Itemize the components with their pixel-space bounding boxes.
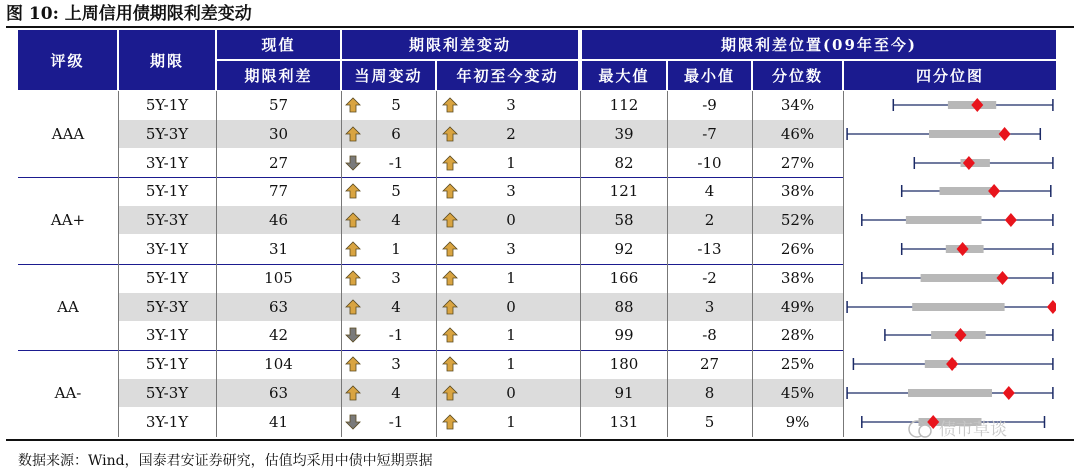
cell-ytd: 0 (506, 211, 516, 230)
cell-weekly: -1 (388, 153, 404, 172)
cell-min: 4 (704, 182, 715, 201)
cell-max: 39 (614, 124, 634, 143)
column-divider (341, 91, 342, 437)
cell-value: 30 (268, 124, 289, 143)
quartile-boxplot (844, 91, 1056, 119)
cell-weekly: 4 (391, 384, 401, 402)
cell-ytd: 0 (506, 297, 516, 316)
header-position-group: 期限利差位置(09年至今) (582, 30, 1056, 59)
cell-min: -8 (702, 326, 717, 345)
boxplot-current-marker (988, 184, 1000, 198)
cell-term: 3Y-1Y (145, 153, 189, 172)
quartile-boxplot (844, 379, 1056, 407)
cell-max: 58 (614, 211, 634, 230)
cell-min: 27 (699, 355, 720, 374)
boxplot-current-marker (971, 98, 983, 112)
quartile-boxplot (844, 235, 1056, 263)
cell-term: 3Y-1Y (145, 240, 189, 258)
cell-ytd: 3 (506, 240, 516, 258)
boxplot-current-marker (997, 271, 1009, 285)
cell-min: -13 (697, 240, 722, 258)
source-note: 数据来源：Wind，国泰君安证券研究，估值均采用中债中短期票据 (18, 453, 433, 469)
cell-max: 91 (614, 384, 634, 402)
column-divider (580, 91, 581, 437)
cell-pct: 46% (780, 124, 815, 143)
arrow-up-icon (344, 384, 362, 402)
cell-max: 82 (614, 153, 634, 172)
cell-ytd: 1 (506, 153, 516, 172)
cell-term: 5Y-1Y (145, 355, 189, 374)
boxplot-current-marker (1047, 300, 1056, 314)
cell-value: 63 (268, 384, 289, 402)
header-term: 期限 (119, 30, 215, 90)
cell-weekly: 5 (391, 182, 401, 201)
cell-term: 5Y-3Y (145, 124, 189, 143)
column-divider (436, 91, 437, 437)
quartile-boxplot (844, 120, 1056, 148)
cell-weekly: 5 (391, 96, 401, 114)
cell-term: 5Y-3Y (145, 297, 189, 316)
rating-label: AA (57, 297, 79, 316)
group-separator (18, 177, 843, 178)
arrow-down-icon (344, 326, 362, 344)
cell-ytd: 3 (506, 182, 516, 201)
rating-label: AA+ (50, 211, 86, 230)
cell-max: 99 (614, 326, 634, 345)
arrow-up-icon (441, 154, 459, 172)
arrow-up-icon (344, 125, 362, 143)
arrow-up-icon (344, 211, 362, 229)
cell-value: 46 (268, 211, 289, 230)
cell-weekly: -1 (388, 412, 404, 431)
watermark-text: 债市草谈 (939, 420, 1007, 440)
quartile-boxplot (844, 149, 1056, 177)
boxplot-current-marker (1005, 213, 1017, 227)
boxplot-current-marker (963, 156, 975, 170)
cell-min: -9 (702, 96, 717, 114)
arrow-up-icon (344, 298, 362, 316)
arrow-up-icon (344, 96, 362, 114)
cell-value: 27 (268, 153, 289, 172)
cell-weekly: 4 (391, 297, 401, 316)
boxplot-box (908, 389, 992, 397)
quartile-boxplot (844, 321, 1056, 349)
header-max: 最大值 (582, 61, 666, 90)
cell-weekly: 3 (391, 355, 401, 374)
cell-min: -7 (702, 124, 717, 143)
cell-pct: 34% (780, 96, 815, 114)
cell-value: 104 (264, 355, 293, 374)
header-rating: 评级 (18, 30, 117, 90)
cell-term: 5Y-3Y (145, 211, 189, 230)
cell-ytd: 0 (506, 384, 516, 402)
arrow-down-icon (344, 154, 362, 172)
header-change-group: 期限利差变动 (342, 30, 578, 59)
cell-max: 166 (609, 268, 639, 287)
cell-term: 5Y-1Y (145, 96, 189, 114)
arrow-up-icon (441, 355, 459, 373)
group-separator (18, 264, 843, 265)
arrow-up-icon (441, 326, 459, 344)
cell-max: 92 (614, 240, 634, 258)
boxplot-box (929, 130, 1000, 138)
cell-ytd: 1 (506, 268, 516, 287)
cell-min: -10 (697, 153, 722, 172)
cell-pct: 49% (780, 297, 815, 316)
boxplot-current-marker (946, 357, 958, 371)
header-ytd: 年初至今变动 (437, 61, 578, 90)
top-rule (6, 26, 1074, 28)
boxplot-box (940, 187, 995, 195)
column-divider (118, 91, 119, 437)
cell-weekly: 4 (391, 211, 401, 230)
arrow-up-icon (344, 240, 362, 258)
cell-min: 3 (704, 297, 715, 316)
cell-value: 63 (268, 297, 289, 316)
quartile-boxplot (844, 206, 1056, 234)
cell-weekly: -1 (388, 326, 404, 345)
cell-pct: 45% (780, 384, 815, 402)
arrow-up-icon (441, 384, 459, 402)
arrow-down-icon (344, 413, 362, 431)
cell-term: 5Y-1Y (145, 268, 189, 287)
cell-min: 2 (704, 211, 715, 230)
boxplot-current-marker (955, 328, 967, 342)
boxplot-box (906, 216, 982, 224)
cell-max: 88 (614, 297, 634, 316)
header-weekly: 当周变动 (342, 61, 435, 90)
cell-min: -2 (702, 268, 717, 287)
column-divider (752, 91, 753, 437)
cell-pct: 38% (780, 182, 815, 201)
cell-weekly: 6 (391, 124, 401, 143)
cell-pct: 38% (780, 268, 815, 287)
arrow-up-icon (441, 240, 459, 258)
cell-min: 8 (704, 384, 715, 402)
cell-max: 112 (609, 96, 639, 114)
cell-pct: 25% (780, 355, 815, 374)
cell-pct: 27% (780, 153, 815, 172)
figure-title: 图 10: 上周信用债期限利差变动 (6, 4, 252, 24)
cell-value: 57 (268, 96, 289, 114)
header-current: 现值 (217, 30, 340, 59)
quartile-boxplot (844, 264, 1056, 292)
arrow-up-icon (441, 211, 459, 229)
cell-value: 31 (268, 240, 289, 258)
cell-pct: 9% (785, 412, 810, 431)
arrow-up-icon (441, 413, 459, 431)
cell-value: 42 (268, 326, 289, 345)
arrow-up-icon (441, 96, 459, 114)
cell-value: 105 (264, 268, 293, 287)
group-separator (18, 350, 843, 351)
arrow-up-icon (441, 269, 459, 287)
quartile-boxplot (844, 293, 1056, 321)
column-divider (216, 91, 217, 437)
cell-ytd: 1 (506, 326, 516, 345)
cell-term: 5Y-3Y (145, 384, 189, 402)
watermark-logo (905, 418, 1055, 440)
rating-label: AAA (51, 125, 85, 143)
arrow-up-icon (344, 182, 362, 200)
cell-min: 5 (704, 412, 715, 431)
header-current-sub: 期限利差 (217, 61, 340, 90)
rating-label: AA- (54, 384, 82, 403)
cell-max: 131 (609, 412, 639, 431)
cell-term: 5Y-1Y (145, 182, 189, 201)
boxplot-current-marker (1003, 386, 1015, 400)
cell-max: 121 (609, 182, 639, 201)
arrow-up-icon (344, 269, 362, 287)
column-divider (843, 91, 844, 437)
cell-value: 77 (268, 182, 289, 201)
cell-ytd: 1 (506, 355, 516, 374)
cell-ytd: 1 (506, 412, 516, 431)
boxplot-box (912, 303, 1004, 311)
boxplot-current-marker (999, 127, 1011, 141)
cell-pct: 52% (780, 211, 815, 230)
arrow-up-icon (441, 298, 459, 316)
header-quartile: 四分位图 (844, 61, 1056, 90)
cell-value: 41 (268, 412, 289, 431)
cell-term: 3Y-1Y (145, 326, 189, 345)
cell-ytd: 2 (506, 124, 516, 143)
column-divider (667, 91, 668, 437)
cell-weekly: 1 (391, 240, 401, 258)
cell-ytd: 3 (506, 96, 516, 114)
boxplot-current-marker (957, 242, 969, 256)
quartile-boxplot (844, 177, 1056, 205)
cell-pct: 28% (780, 326, 815, 345)
arrow-up-icon (441, 125, 459, 143)
cell-pct: 26% (780, 240, 815, 258)
cell-term: 3Y-1Y (145, 412, 189, 431)
arrow-up-icon (441, 182, 459, 200)
arrow-up-icon (344, 355, 362, 373)
header-min: 最小值 (668, 61, 751, 90)
header-percentile: 分位数 (753, 61, 842, 90)
cell-weekly: 3 (391, 268, 401, 287)
boxplot-box (921, 274, 1005, 282)
quartile-boxplot (844, 350, 1056, 378)
cell-max: 180 (609, 355, 639, 374)
